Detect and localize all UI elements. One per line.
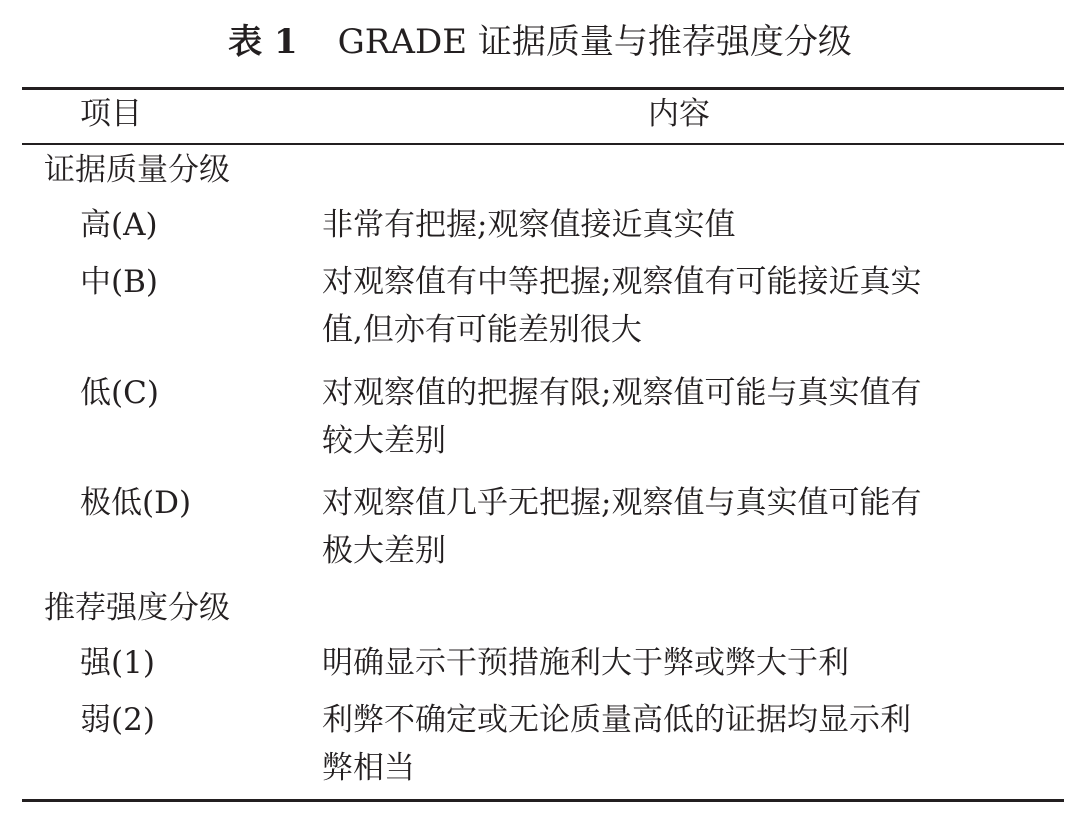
table-title-text: GRADE 证据质量与推荐强度分级: [337, 22, 852, 62]
row-item: 极低(D): [80, 485, 192, 521]
row-content: [322, 479, 921, 575]
row-content: [322, 639, 849, 687]
content-line: 对观察值有中等把握;观察值有可能接近真实: [322, 264, 922, 300]
row-item: 强(1): [80, 645, 155, 681]
header-rule: [22, 143, 1064, 145]
row-item: 低(C): [80, 375, 159, 411]
header-content: 内容: [648, 96, 710, 132]
row-content: [322, 696, 911, 792]
row-content: [322, 258, 921, 354]
content-line: 较大差别: [322, 423, 446, 459]
content-line: 对观察值的把握有限;观察值可能与真实值有: [322, 375, 922, 411]
content-line: 值,但亦有可能差别很大: [322, 312, 642, 348]
row-content: [322, 201, 735, 249]
content-line: 明确显示干预措施利大于弊或弊大于利: [322, 645, 849, 681]
table-title: [0, 16, 1080, 68]
content-line: 极大差别: [322, 533, 446, 569]
row-item: 中(B): [80, 264, 158, 300]
content-line: 弊相当: [322, 750, 415, 786]
row-content: [322, 369, 921, 465]
content-line: 利弊不确定或无论质量高低的证据均显示利: [322, 702, 911, 738]
header-item: 项目: [80, 96, 142, 132]
section-category: 证据质量分级: [44, 152, 230, 188]
row-item: 弱(2): [80, 702, 155, 738]
section-category: 推荐强度分级: [44, 590, 230, 626]
table-number: 表 1: [228, 22, 298, 62]
row-item: 高(A): [80, 207, 158, 243]
content-line: 对观察值几乎无把握;观察值与真实值可能有: [322, 485, 922, 521]
bottom-rule: [22, 799, 1064, 802]
top-rule: [22, 87, 1064, 90]
content-line: 非常有把握;观察值接近真实值: [322, 207, 736, 243]
